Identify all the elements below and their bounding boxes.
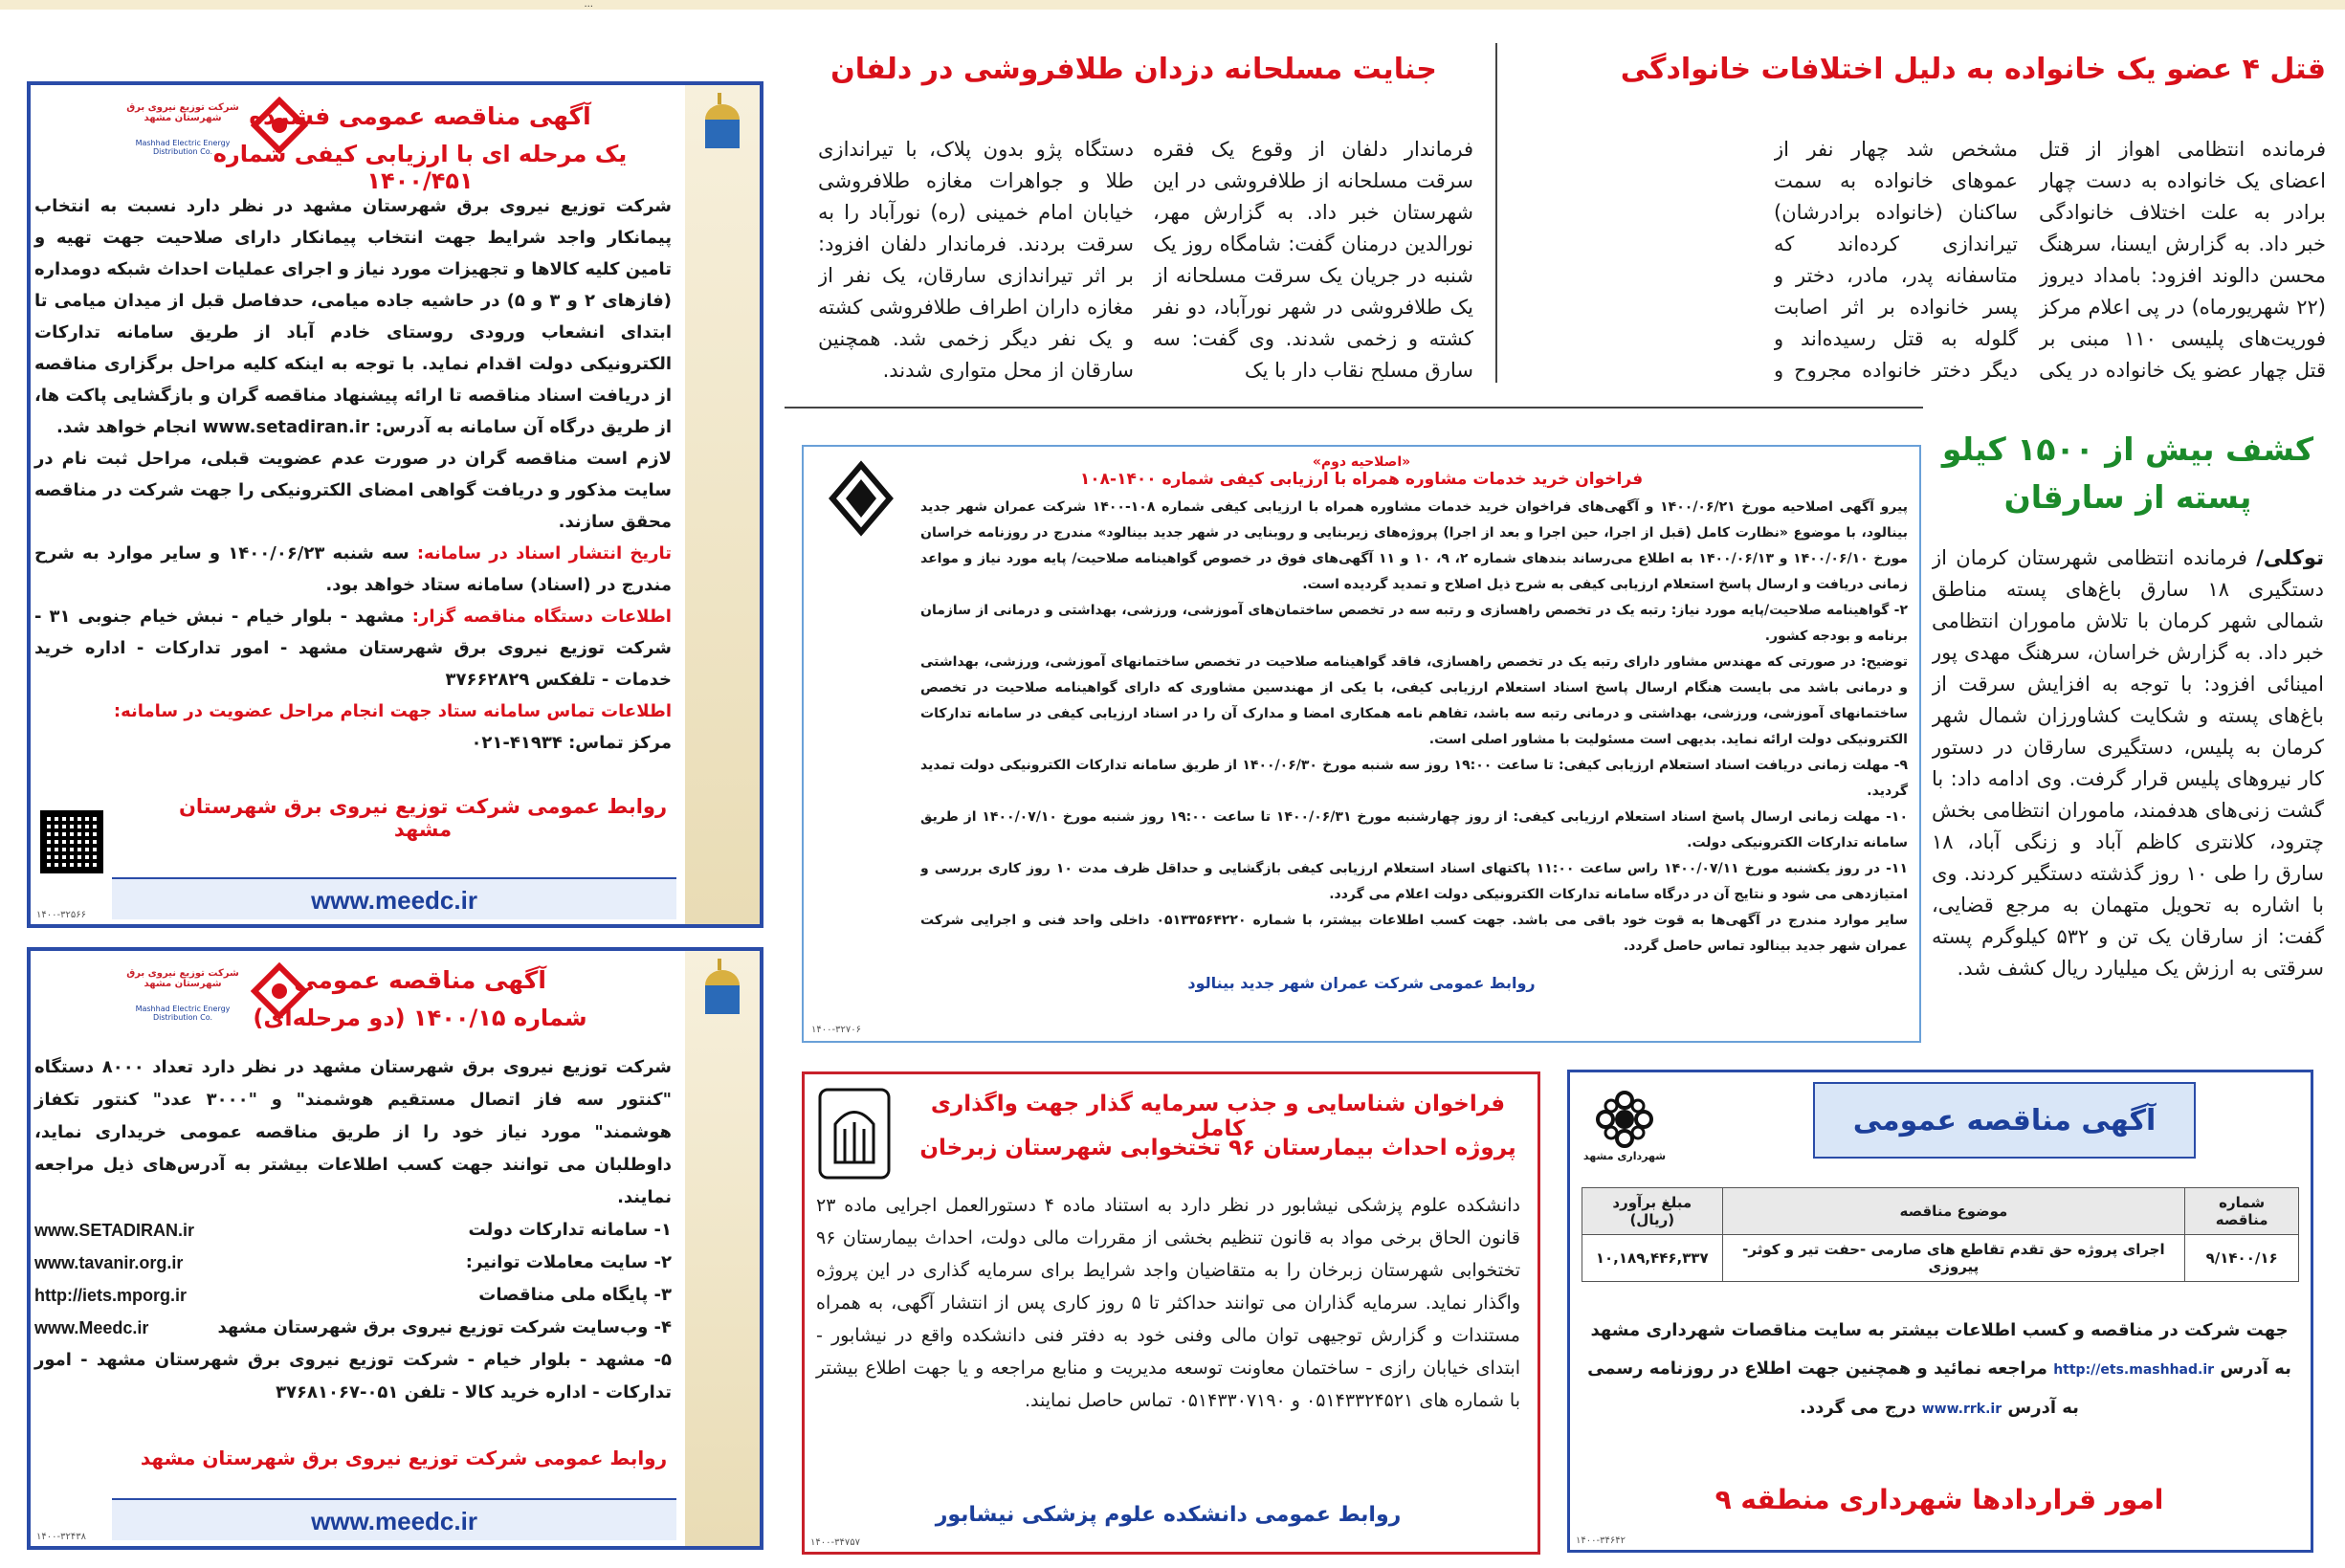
tender-table-header-cell: مبلغ برآورد (ریال)	[1582, 1188, 1723, 1235]
ad-meedc-2-list-link[interactable]: www.Meedc.ir	[34, 1318, 149, 1337]
article-pistachio-title	[1932, 426, 2324, 521]
ad-meedc-2-list-link[interactable]: http://iets.mporg.ir	[34, 1286, 187, 1305]
article-family-col-left: مشخص شد چهار نفر از عموهای خانواده به سمت ساکنان (خانواده برادرشان) تیراندازی کرده‌اند که متاسفانه پدر، مادر، دختر و پسر خانواده بر اثر اصابت گلوله به قتل رسیده‌اند و دیگر دختر خانواده مجروح و	[1774, 138, 2018, 381]
ad-meedc-2-side-banner	[685, 951, 760, 1546]
ad-meedc-1-stamp: ۱۴۰۰-۳۲۵۶۶	[36, 910, 86, 920]
ad-meedc-2-list	[34, 1214, 672, 1344]
ad-meedc-1-website[interactable]: www.meedc.ir	[112, 877, 676, 919]
article-family-col-right: فرمانده انتظامی اهواز از قتل اعضای یک خانواده به دست چهار برادر به علت اختلاف خانوادگی خبر داد. به گزارش ایسنا، سرهنگ محسن دالوند افزود: بامداد دیروز (۲۲ شهریورماه) در پی اعلام مرکز فوریت‌های پلیسی ۱۱۰ مبنی بر قتل چهار عضو یک خانواده در یکی	[2039, 138, 2326, 381]
binalood-logo	[823, 460, 899, 546]
ad-meedc-1-footer: روابط عمومی شرکت توزیع نیروی برق شهرستان مشهد	[178, 795, 668, 841]
ad-meedc-2-list-link[interactable]: www.tavanir.org.ir	[34, 1253, 184, 1272]
tender-table-cell: ۹/۱۴۰۰/۱۶	[2185, 1235, 2299, 1282]
ad-binalood-footer: روابط عمومی شرکت عمران شهر جدید بینالود	[1187, 974, 1536, 992]
ad-meedc-2	[27, 947, 763, 1550]
ad-meedc-1-contact-label: اطلاعات تماس سامانه ستاد جهت انجام مراحل عضویت در سامانه:	[113, 701, 672, 721]
ad-mashhad-body-1: جهت شرکت در مناقصه و کسب اطلاعات بیشتر به سایت مناقصات شهرداری مشهد به آدرس	[1590, 1320, 2291, 1379]
meedc-1-logo-en: Mashhad Electric Energy Distribution Co.	[135, 139, 231, 156]
qr-code-icon	[40, 810, 103, 873]
section-divider	[785, 407, 1923, 409]
ad-binalood-subtitle: «اصلاحیه دوم»	[1312, 454, 1411, 470]
article-dalfan-col-right: فرماندار دلفان از وقوع یک فقره سرقت مسلحانه از طلافروشی در این شهرستان خبر داد. به گزارش مهر، نورالدین درمنان گفت: شامگاه روز یک شنبه در جریان یک سرقت مسلحانه از یک طلافروشی در شهر نورآباد، دو نفر کشته و زخمی شدند. وی گفت: سه سارق مسلح نقاب دار با یک	[1153, 138, 1473, 381]
article-dalfan-col-left: دستگاه پژو بدون پلاک، با تیراندازی طلا و جواهرات مغازه طلافروشی خیابان امام خمینی (ره) نورآباد را به سرقت بردند. فرماندار دلفان افزود: بر اثر تیراندازی سارقان، یک نفر از مغازه داران اطراف طلافروشی کشته و یک نفر دیگر زخمی شد. همچنین سارقان از محل متواری شدند.	[818, 138, 1134, 381]
ad-meedc-2-footer: روابط عمومی شرکت توزیع نیروی برق شهرستان مشهد	[140, 1447, 668, 1469]
ad-meedc-1-pub-label: تاریخ انتشار اسناد در سامانه:	[416, 543, 672, 563]
ad-meedc-2-list-label: ۱- سامانه تدارکات دولت	[468, 1220, 672, 1240]
tender-table-header-cell: موضوع مناقصه	[1722, 1188, 2185, 1235]
ad-neyshabur	[802, 1071, 1540, 1555]
ad-meedc-2-title1: آگهی مناقصه عمومی	[294, 966, 546, 994]
ad-mashhad-title-box	[1813, 1082, 2196, 1159]
ad-meedc-1-info-label: اطلاعات دستگاه مناقصه گزار:	[411, 607, 672, 627]
ad-meedc-1-pub-value: سه شنبه ۱۴۰۰/۰۶/۲۳ و سایر موارد به شرح مندرج در (اسناد) سامانه ستاد خواهد بود.	[34, 543, 672, 595]
column-divider	[1495, 43, 1497, 383]
ad-meedc-2-list-link[interactable]: www.SETADIRAN.ir	[34, 1221, 195, 1240]
shrine-dome-icon	[698, 93, 746, 150]
ad-meedc-1-side-banner	[685, 85, 760, 924]
ad-mashhad-link1[interactable]: http://ets.mashhad.ir	[2053, 1362, 2215, 1378]
ad-meedc-2-list-item	[34, 1247, 672, 1279]
ad-meedc-2-list-item	[34, 1214, 672, 1247]
table-row	[1582, 1235, 2299, 1282]
tender-table-header-cell: شماره مناقصه	[2185, 1188, 2299, 1235]
article-pistachio-title-line2: پسته از سارقان	[2003, 478, 2252, 516]
ad-meedc-2-list-label: ۳- پایگاه ملی مناقصات	[478, 1285, 672, 1305]
ad-binalood	[802, 445, 1921, 1043]
ad-meedc-1-info-value: مشهد - بلوار خیام - نبش خیام جنوبی ۳۱ - شرکت توزیع نیروی برق شهرستان مشهد - امور تدارکات - اداره خرید خدمات - تلفکس ۳۷۶۶۲۸۲۹	[34, 607, 672, 690]
ad-neyshabur-body: دانشکده علوم پزشکی نیشابور در نظر دارد به استناد ماده ۴ دستورالعمل اجرایی ماده ۲۳ قانون الحاق برخی مواد به قانون تنظیم بخشی از مقررات مالی دولت، احداث بیمارستان ۹۶ تختخوابی شهرستان زبرخان را به متقاضیان واجد شرایط برای سرمایه گذاری در این پروژه واگذار نماید. سرمایه گذاران می توانند حداکثر تا ۵ روز کاری پس از انتشار آگهی، به همراه مستندات و گزارش توجیهی توان مالی وفنی خود به دفتر فنی دانشکده واقع در نیشابور - ابتدای خیابان رازی - ساختمان معاونت توسعه مدیریت و منابع مراجعه و یا جهت اطلاع بیشتر با شماره های ۰۵۱۴۳۳۲۴۵۲۱ و ۰۵۱۴۳۳۰۷۱۹۰ تماس حاصل نمایند.	[816, 1195, 1520, 1411]
ad-meedc-2-website[interactable]: www.meedc.ir	[112, 1498, 676, 1540]
ad-neyshabur-footer: روابط عمومی دانشکده علوم پزشکی نیشابور	[935, 1503, 1402, 1527]
ad-meedc-2-list-item	[34, 1279, 672, 1312]
article-dalfan-title: جنایت مسلحانه دزدان طلافروشی در دلفان	[830, 53, 1437, 86]
ad-mashhad-stamp: ۱۴۰۰-۳۴۶۴۲	[1576, 1535, 1626, 1546]
ad-mashhad-municipality	[1567, 1070, 2313, 1553]
university-emblem-icon	[816, 1086, 893, 1182]
ad-meedc-2-list-item	[34, 1312, 672, 1344]
ad-meedc-2-body-wrap	[34, 1051, 672, 1409]
ad-binalood-title: فراخوان خرید خدمات مشاوره همراه با ارزیابی کیفی شماره ۱۴۰۰-۱۰۸	[1079, 470, 1644, 489]
ad-binalood-stamp: ۱۴۰۰-۳۲۷۰۶	[811, 1025, 861, 1035]
ad-mashhad-table-wrap	[1582, 1187, 2299, 1282]
binalood-logo-icon	[823, 460, 899, 546]
ad-meedc-1-body-wrap	[34, 190, 672, 759]
meedc-2-logo-text: شرکت توزیع نیروی برق شهرستان مشهد	[126, 968, 239, 989]
ad-meedc-1-body2: لازم است مناقصه گران در صورت عدم عضویت قبلی، مراحل ثبت نام در سایت مذکور و دریافت گواهی امضای الکترونیکی را جهت شرکت در مناقصه محقق سازند.	[34, 449, 672, 532]
ad-mashhad-body-2: مراجعه نمائید و همچنین جهت اطلاع در روزنامه رسمی به آدرس	[1587, 1358, 2079, 1418]
ad-mashhad-link2[interactable]: www.rrk.ir	[1921, 1402, 2002, 1417]
tender-table-header	[1582, 1188, 2299, 1235]
ad-binalood-paragraph: ۱۰- مهلت زمانی ارسال پاسخ اسناد استعلام ارزیابی کیفی: از روز چهارشنبه مورخ ۱۴۰۰/۰۶/۳۱ تا ساعت ۱۹:۰۰ روز شنبه مورخ ۱۴۰۰/۰۷/۱۰ از طریق سامانه تدارکات الکترونیکی دولت.	[920, 809, 1908, 850]
mashhad-municipality-logo	[1582, 1082, 1668, 1168]
ad-meedc-2-body: شرکت توزیع نیروی برق شهرستان مشهد در نظر دارد تعداد ۸۰۰۰ دستگاه "کنتور سه فاز اتصال مستقیم هوشمند" و "۳۰۰۰ عدد" کنتور تکفاز هوشمند" مورد نیاز خود را از طریق مناقصه عمومی خریداری نماید، داوطلبان می توانند جهت کسب اطلاعات بیشتر به آدرس‌های ذیل مراجعه نمایند.	[34, 1057, 672, 1207]
tender-table-cell: اجرای پروژه حق تقدم تقاطع های صارمی -حفت تیر و کوثر- پیروزی	[1722, 1235, 2185, 1282]
ad-meedc-1-title1: آگهی مناقصه عمومی فشرده	[249, 102, 591, 130]
ad-meedc-2-list-label: ۲- سایت معاملات توانیر:	[465, 1252, 672, 1272]
article-family-title: قتل ۴ عضو یک خانواده به دلیل اختلافات خانوادگی	[1620, 53, 2326, 86]
article-pistachio-lead: توکلی/	[2256, 546, 2324, 569]
article-pistachio-body	[1932, 542, 2324, 1026]
ad-mashhad-footer: امور قراردادها شهرداری منطقه ۹	[1715, 1484, 2164, 1515]
ad-binalood-paragraph: ۱۱- در روز یکشنبه مورخ ۱۴۰۰/۰۷/۱۱ راس ساعت ۱۱:۰۰ پاکتهای اسناد استعلام ارزیابی کیفی بازگشایی و حداقل ظرف مدت ۱۰ روز کاری بررسی و امتیازدهی می شود و نتایج آن در درگاه سامانه تدارکات الکترونیکی دولت اعلام می گردد.	[920, 861, 1908, 902]
ad-mashhad-body-3: درج می گردد.	[1800, 1398, 1922, 1418]
neyshabur-logo	[816, 1086, 893, 1182]
ad-neyshabur-title1: فراخوان شناسایی و جذب سرمایه گذار جهت واگذاری کامل	[930, 1092, 1506, 1141]
article-pistachio-title-line1: کشف بیش از ۱۵۰۰ کیلو	[1941, 431, 2314, 468]
ad-binalood-paragraph: سایر موارد مندرج در آگهی‌ها به قوت خود باقی می باشد. جهت کسب اطلاعات بیشتر، با شماره ۰۵۱۳۳۵۶۴۲۲۰ داخلی واحد فنی و اجرایی شرکت عمران شهر جدید بینالود تماس حاصل گردد.	[920, 913, 1908, 954]
tender-table-cell: ۱۰,۱۸۹,۴۴۶,۳۳۷	[1582, 1235, 1723, 1282]
ad-mashhad-title: آگهی مناقصه عمومی	[1852, 1104, 2157, 1137]
ad-mashhad-body	[1585, 1312, 2293, 1428]
ad-meedc-1-contact-value: مرکز تماس: ۴۱۹۳۴-۰۲۱	[471, 733, 672, 753]
tender-table-body	[1582, 1235, 2299, 1282]
ad-meedc-2-stamp: ۱۴۰۰-۳۲۴۳۸	[36, 1532, 86, 1542]
ad-meedc-1-title2: یک مرحله ای با ارزیابی کیفی شماره ۱۴۰۰/۴۵۱	[212, 141, 628, 194]
ad-meedc-2-list-label: ۴- وب‌سایت شرکت توزیع نیروی برق شهرستان مشهد	[217, 1317, 672, 1337]
tender-table	[1582, 1187, 2299, 1282]
ad-meedc-2-address: ۵- مشهد - بلوار خیام - شرکت توزیع نیروی برق شهرستان مشهد - امور تدارکات - اداره خرید کالا - تلفن ۰۵۱-۳۷۶۸۱۰۶۷	[34, 1350, 672, 1402]
ad-meedc-2-title2: شماره ۱۴۰۰/۱۵ (دو مرحله‌ای)	[253, 1005, 587, 1031]
meedc-2-logo-en: Mashhad Electric Energy Distribution Co.	[135, 1005, 231, 1022]
ad-meedc-1-body: شرکت توزیع نیروی برق شهرستان مشهد در نظر دارد نسبت به انتخاب پیمانکار واجد شرایط جهت انتخاب پیمانکار دارای صلاحیت جهت تهیه و تامین کلیه کالاها و تجهیزات مورد نیاز و اجرای عملیات احداث شبکه دومداره (فازهای ۲ و ۳ و ۵) در حاشیه جاده میامی، حدفاصل قبل از میدان میامی تا ابتدای انشعاب ورودی روستای خادم آباد از طریق سامانه تدارکات الکترونیکی دولت اقدام نماید. با توجه به اینکه کلیه مراحل برگزاری مناقصه از دریافت اسناد مناقصه تا ارائه پیشنهاد مناقصه گران و بازگشایی پاکت ها، از طریق درگاه آن سامانه به آدرس: www.setadiran.ir انجام خواهد شد.	[34, 196, 672, 437]
ad-neyshabur-title2: پروژه احداث بیمارستان ۹۶ تختخوابی شهرستان زبرخان	[919, 1136, 1516, 1160]
ad-binalood-paragraph: ۹- مهلت زمانی دریافت اسناد استعلام ارزیابی کیفی: تا ساعت ۱۹:۰۰ روز سه شنبه مورخ ۱۴۰۰/۰۶/۳۰ از طریق سامانه تدارکات الکترونیکی دولت تمدید گردید.	[920, 758, 1908, 799]
ad-binalood-paragraph: پیرو آگهی اصلاحیه مورخ ۱۴۰۰/۰۶/۲۱ و آگهی‌های فراخوان خرید خدمات مشاوره همراه با ارزیابی کیفی شماره ۱۰۸-۱۴۰۰ شرکت عمران شهر جدید بینالود، با موضوع «نظارت کامل (قبل از اجرا، حین اجرا و بعد از اجرا) پروژه‌های زیربنایی و روبنایی در شهر جدید بینالود» مندرج در روزنامه خراسان مورخ ۱۴۰۰/۰۶/۱۰ و ۱۴۰۰/۰۶/۱۳ به اطلاع می‌رساند بندهای شماره ۲، ۹، ۱۰ و ۱۱ آگهی‌های فوق در خصوص گواهینامه صلاحیت/ پایه مورد نیاز و مواعد زمانی دریافت و ارسال پاسخ استعلام ارزیابی کیفی به شرح ذیل اصلاح و تمدید گردیده است.	[920, 499, 1908, 592]
ad-meedc-1-info	[34, 601, 672, 696]
article-pistachio-text: فرمانده انتظامی شهرستان کرمان از دستگیری ۱۸ سارق باغ‌های پسته مناطق شمالی شهر کرمان با تلاش ماموران انتظامی خبر داد. به گزارش خراسان، سرهنگ مهدی پور امینائی افزود: با توجه به افزایش سرقت از باغ‌های پسته و شکایت کشاورزان شمال شهر کرمان به پلیس، دستگیری سارقان در دستور کار نیروهای پلیس قرار گرفت. وی ادامه داد: با گشت زنی‌های هدفمند، ماموران انتظامی بخش چترود، کلانتری کاظم آباد و زنگی آباد، ۱۸ سارق را طی ۱۰ روز گذشته دستگیر کردند. وی با اشاره به تحویل متهمان به مرجع قضایی، گفت: از سارقان یک تن و ۵۳۲ کیلوگرم پسته سرقتی به ارزش یک میلیارد ریال کشف شد.	[1932, 546, 2324, 980]
ad-binalood-paragraph: توضیح: در صورتی که مهندس مشاور دارای رتبه یک در تخصص راهسازی، فاقد گواهینامه صلاحیت در تخصص ساختمانهای آموزشی، ورزشی، بهداشتی و درمانی باشد می بایست هنگام ارسال پاسخ اسناد استعلام ارزیابی کیفی، با یکی از مهندسین مشاوری که دارای گواهینامه صلاحیت در تخصص ساختمانهای آموزشی، ورزشی، بهداشتی و درمانی رتبه سه باشد، تفاهم نامه همکاری امضا و مدارک آن را در اسناد ارزیابی کیفی در سامانه تدارکات الکترونیکی دولت ارائه نماید. بدیهی است مسئولیت با مشاور اصلی است.	[920, 654, 1908, 747]
ad-binalood-paragraph: ۲- گواهینامه صلاحیت/پایه مورد نیاز: رتبه یک در تخصص راهسازی و رتبه سه در تخصص ساختمان‌های آموزشی، ورزشی، بهداشتی و درمانی از سازمان برنامه و بودجه کشور.	[920, 603, 1908, 644]
municipality-logo-caption: شهرداری مشهد	[1582, 1149, 1667, 1162]
ad-neyshabur-stamp: ۱۴۰۰-۳۴۷۵۷	[810, 1537, 860, 1548]
ad-binalood-body	[920, 495, 1908, 968]
ad-meedc-1	[27, 81, 763, 928]
municipality-emblem-icon	[1594, 1089, 1655, 1150]
meedc-1-logo-text: شرکت توزیع نیروی برق شهرستان مشهد	[126, 102, 239, 123]
shrine-dome-icon	[698, 959, 746, 1016]
top-strip-text: ...	[584, 0, 593, 10]
ad-meedc-1-pub	[34, 538, 672, 601]
